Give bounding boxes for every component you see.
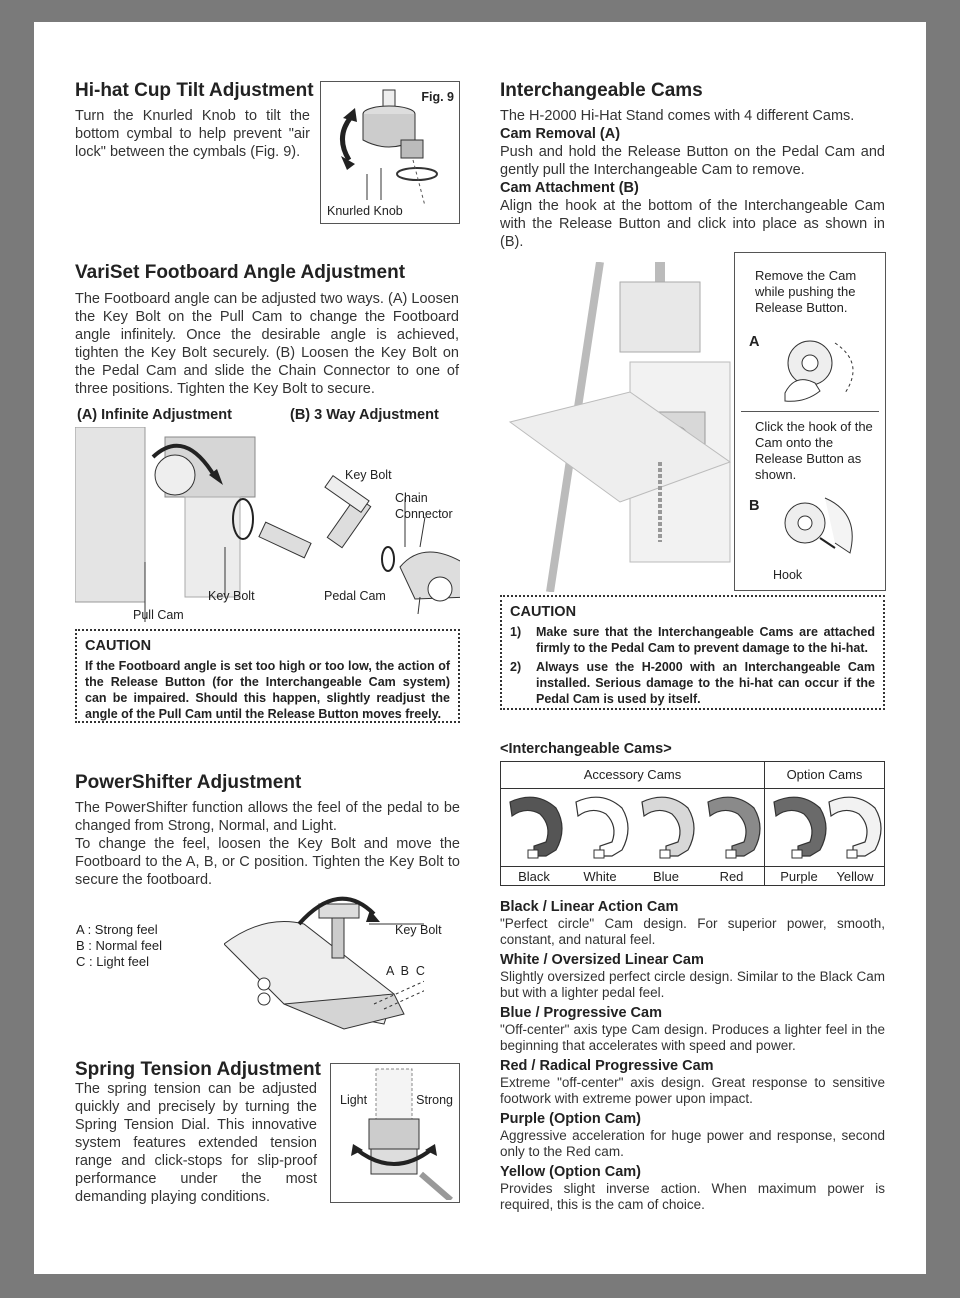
cam-desc-text-blue: "Off-center" axis type Cam design. Produces a lighter feel in the beginning that accelerates with speed and power. <box>500 1022 885 1053</box>
cam-name-white: White <box>583 869 617 884</box>
cam-desc-text-purple: Aggressive acceleration for huge power and response, second only to the Red cam. <box>500 1128 885 1159</box>
spring-dial-illustration <box>331 1064 457 1200</box>
variset-illustration <box>75 427 460 627</box>
accessory-cams-header: Accessory Cams <box>583 767 682 782</box>
caution-item-2-num: 2) <box>510 660 522 674</box>
caution-item-2 <box>510 659 875 707</box>
cam-a-label: A <box>749 334 760 350</box>
variset-caution-title: CAUTION <box>85 638 152 654</box>
powershifter-title: PowerShifter Adjustment <box>75 772 302 793</box>
cam-shapes <box>501 788 885 866</box>
powershifter-text-1: The PowerShifter function allows the feel of the pedal to be changed from Strong, Normal, and Light. <box>75 800 460 834</box>
cam-shape-red <box>708 797 760 858</box>
cams-caution-title: CAUTION <box>510 604 577 620</box>
hihat-text: Turn the Knurled Knob to tilt the bottom cymbal to help prevent "air lock" between the cymbals (Fig. 9). <box>75 108 310 160</box>
cams-intro: The H-2000 Hi-Hat Stand comes with 4 different Cams. <box>500 108 855 124</box>
label-key-bolt-a: Key Bolt <box>208 589 255 603</box>
cams-caution-box <box>500 595 885 710</box>
legend-a: A : Strong feel <box>76 922 158 937</box>
caution-item-1-text: Make sure that the Interchangeable Cams are attached firmly to the Pedal Cam to prevent damage to the hi-hat. <box>536 625 875 655</box>
cam-shape-white <box>576 797 628 858</box>
powershifter-abc-label: A B C <box>386 964 425 978</box>
variset-title: VariSet Footboard Angle Adjustment <box>75 262 406 283</box>
label-key-bolt-b: Key Bolt <box>345 468 392 482</box>
caution-item-2-text: Always use the H-2000 with an Interchangeable Cam installed. Serious damage to the hi-hat can occur if the Pedal Cam is used by itself. <box>536 660 875 706</box>
variset-caution-text: If the Footboard angle is set too high or too low, the action of the Release Button (for the Interchangeable Cam system) can be impaired. Should this happen, slightly readjust the angle of the Pull Cam until the Release Button moves freely. <box>85 659 450 721</box>
cam-shape-purple <box>774 797 826 858</box>
cam-name-black: Black <box>518 869 550 884</box>
fig9-label: Fig. 9 <box>421 90 454 104</box>
powershifter-key-bolt-label: Key Bolt <box>395 923 442 937</box>
label-pull-cam: Pull Cam <box>133 608 184 622</box>
cam-removal-illustration <box>765 323 875 403</box>
cam-b-text: Click the hook of the Cam onto the Release Button as shown. <box>755 419 873 482</box>
label-pedal-cam: Pedal Cam <box>324 589 386 603</box>
cam-table-footer-line <box>501 866 884 867</box>
cam-desc-title-red: Red / Radical Progressive Cam <box>500 1058 714 1074</box>
powershifter-text-2: To change the feel, loosen the Key Bolt and move the Footboard to the A, B, or C position. Tighten the Key Bolt to secure the footboard. <box>75 836 460 888</box>
cam-table-title: <Interchangeable Cams> <box>500 741 672 757</box>
cam-name-purple: Purple <box>780 869 818 884</box>
cam-a-text: Remove the Cam while pushing the Release Button. <box>755 268 857 315</box>
cam-removal-attach-figure <box>734 252 886 591</box>
caution-item-1 <box>510 624 875 656</box>
cam-shape-yellow <box>829 797 881 858</box>
cam-desc-title-purple: Purple (Option Cam) <box>500 1111 641 1127</box>
variset-text: The Footboard angle can be adjusted two ways. (A) Loosen the Key Bolt on the Pull Cam to change the Footboard angle infinitely. Once the desirable angle is achieved, tighten the Key Bolt securely. (B) Loosen the Key Bolt on the Pedal Cam and slide the Chain Connector to one of three positions. Tighten the Key Bolt to secure. <box>75 291 459 397</box>
cam-attachment-title: Cam Attachment (B) <box>500 180 639 196</box>
cam-name-yellow: Yellow <box>836 869 874 884</box>
legend-c: C : Light feel <box>76 954 149 969</box>
hihat-pedal-illustration <box>500 262 740 592</box>
cams-title: Interchangeable Cams <box>500 80 703 101</box>
spring-light-label: Light <box>340 1093 368 1107</box>
caution-item-1-num: 1) <box>510 625 522 639</box>
fig9-knurled-knob <box>320 81 460 224</box>
cam-attach-illustration <box>765 483 875 563</box>
cam-removal-title: Cam Removal (A) <box>500 126 621 142</box>
powershifter-legend <box>76 922 162 970</box>
cam-shape-black <box>510 797 562 858</box>
cam-desc-title-blue: Blue / Progressive Cam <box>500 1005 662 1021</box>
powershifter-illustration <box>224 884 424 1034</box>
option-cams-header: Option Cams <box>786 767 863 782</box>
cam-desc-text-white: Slightly oversized perfect circle design. Similar to the Black Cam but with a lighter pedal feel. <box>500 969 885 1000</box>
spring-tension-figure <box>330 1063 460 1203</box>
cam-desc-title-black: Black / Linear Action Cam <box>500 899 679 915</box>
cam-desc-title-yellow: Yellow (Option Cam) <box>500 1164 641 1180</box>
label-chain-2: Connector <box>395 507 453 521</box>
cam-figure-divider <box>741 411 879 412</box>
manual-page <box>34 22 926 1274</box>
cam-name-blue: Blue <box>652 869 680 884</box>
cam-b-label: B <box>749 498 760 514</box>
cam-name-red: Red <box>719 869 744 884</box>
variset-caution-box <box>75 629 460 723</box>
hook-label: Hook <box>773 568 803 582</box>
powershifter-text-block <box>75 799 460 889</box>
cams-intro-block <box>500 107 885 251</box>
variset-a-title: (A) Infinite Adjustment <box>77 407 232 423</box>
cams-caution-list <box>510 624 875 707</box>
cam-descriptions <box>500 895 885 1213</box>
legend-b: B : Normal feel <box>76 938 162 953</box>
cam-desc-text-red: Extreme "off-center" axis design. Great response to sensitive footwork with extreme power upon impact. <box>500 1075 885 1106</box>
cam-desc-title-white: White / Oversized Linear Cam <box>500 952 704 968</box>
cam-shape-blue <box>642 797 694 858</box>
spring-strong-label: Strong <box>416 1093 453 1107</box>
cam-desc-text-yellow: Provides slight inverse action. When maximum power is required, this is the cam of choice. <box>500 1181 885 1212</box>
cam-desc-text-black: "Perfect circle" Cam design. For superior power, smooth, constant, and natural feel. <box>500 916 885 947</box>
spring-title: Spring Tension Adjustment <box>75 1059 321 1080</box>
label-chain-1: Chain <box>395 491 428 505</box>
cam-removal-text: Push and hold the Release Button on the Pedal Cam and gently pull the Interchangeable Cam to remove. <box>500 144 885 178</box>
spring-text: The spring tension can be adjusted quickly and precisely by turning the Spring Tension Dial. This innovative system features extended tension range and click-stops for slip-proof performance under the most demanding playing conditions. <box>75 1081 317 1205</box>
cam-table <box>500 761 885 886</box>
variset-b-title: (B) 3 Way Adjustment <box>290 407 439 423</box>
hihat-title: Hi-hat Cup Tilt Adjustment <box>75 80 314 101</box>
knurled-knob-label: Knurled Knob <box>327 204 403 218</box>
cam-attachment-text: Align the hook at the bottom of the Interchangeable Cam with the Release Button and click into place as shown in (B). <box>500 198 885 250</box>
